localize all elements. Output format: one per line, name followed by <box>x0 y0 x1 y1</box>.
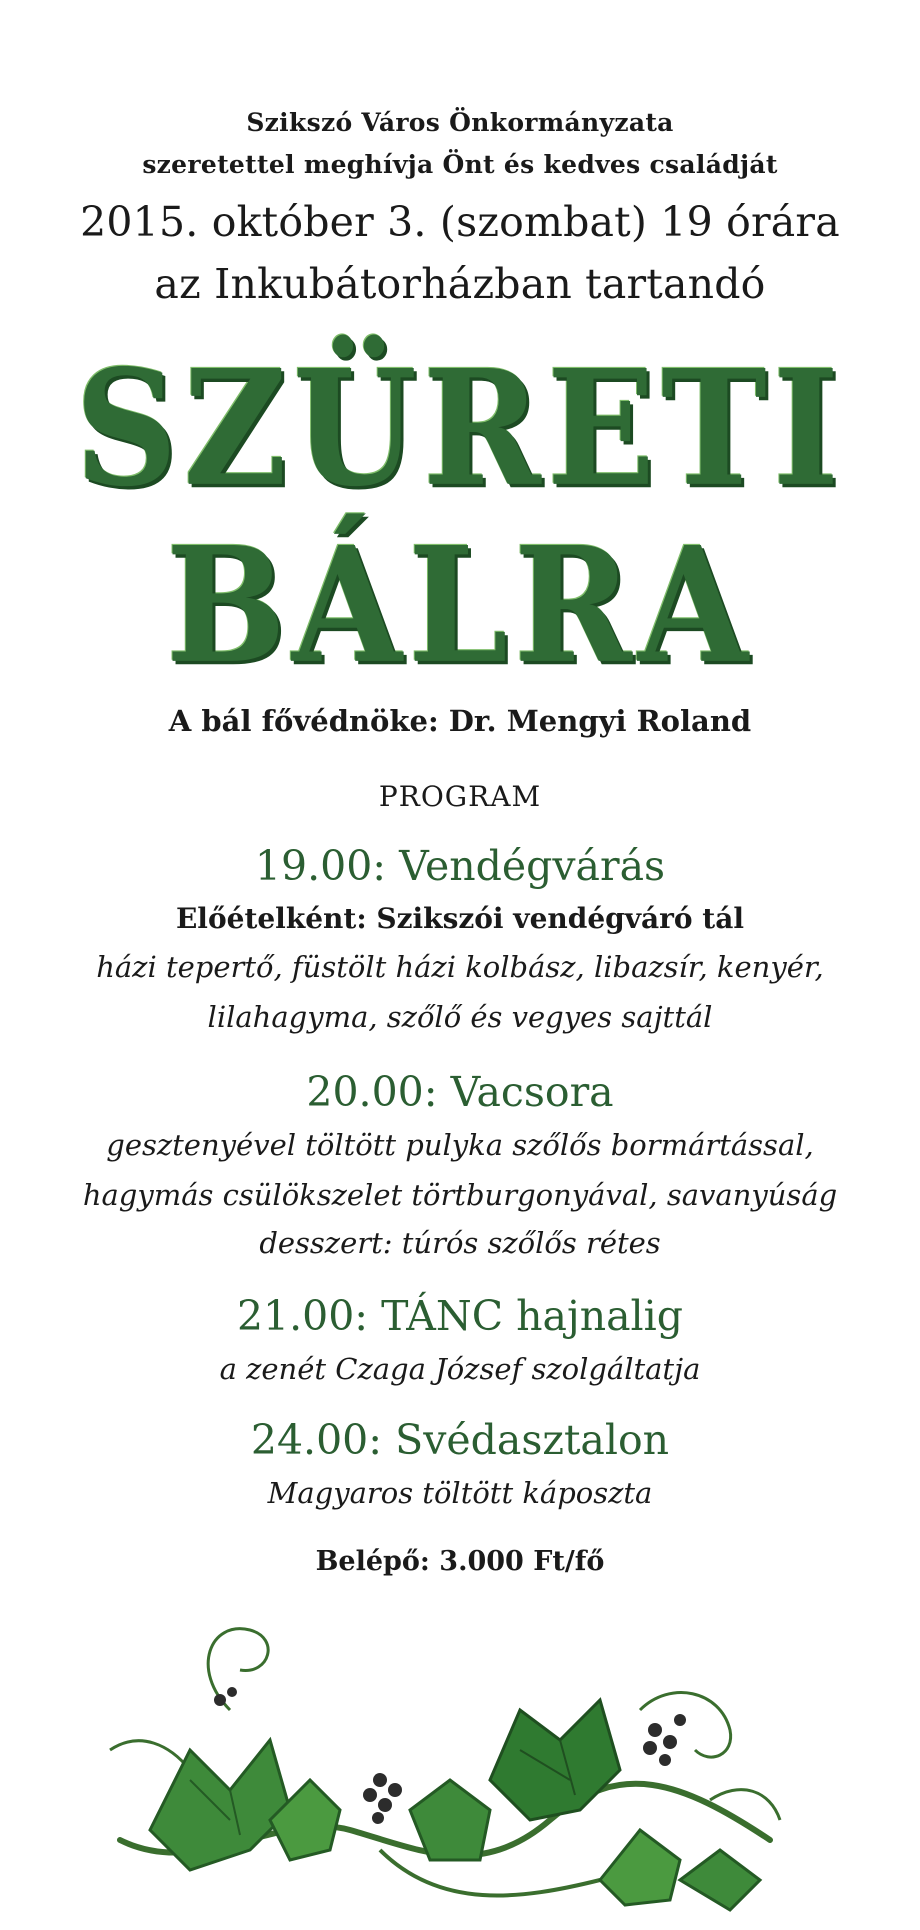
patron-text: A bál fővédnöke: Dr. Mengyi Roland <box>168 704 752 738</box>
program-line: házi tepertő, füstölt házi kolbász, libazsír, kenyér, <box>96 950 824 984</box>
host-text: Szikszó Város Önkormányzata <box>246 108 674 137</box>
program-line: hagymás csülökszelet törtburgonyával, savanyúság <box>82 1178 838 1212</box>
program-sub-1: Előételként: Szikszói vendégváró tál <box>175 902 745 935</box>
grapevine-decoration <box>80 1580 800 1920</box>
program-time-1: 19.00: Vendégvárás <box>254 842 666 890</box>
title-line-1: SZÜRETI <box>74 336 846 522</box>
program-time-3: 21.00: TÁNC hajnalig <box>236 1292 684 1340</box>
program-line: a zenét Czaga József szolgáltatja <box>219 1352 701 1386</box>
title-line-2: BÁLRA <box>165 513 755 699</box>
program-time-2: 20.00: Vacsora <box>306 1068 614 1116</box>
program-line: Magyaros töltött káposzta <box>267 1476 653 1510</box>
entry-fee: Belépő: 3.000 Ft/fő <box>315 1546 605 1577</box>
invite-text: szeretettel meghívja Önt és kedves családját <box>142 150 778 179</box>
program-line: desszert: túrós szőlős rétes <box>259 1226 661 1260</box>
program-line: gesztenyével töltött pulyka szőlős bormártással, <box>106 1128 814 1162</box>
program-line: lilahagyma, szőlő és vegyes sajttál <box>207 1000 713 1034</box>
program-heading: PROGRAM <box>378 780 542 813</box>
program-time-4: 24.00: Svédasztalon <box>250 1416 670 1464</box>
event-venue: az Inkubátorházban tartandó <box>154 260 766 308</box>
event-date: 2015. október 3. (szombat) 19 órára <box>80 198 840 246</box>
